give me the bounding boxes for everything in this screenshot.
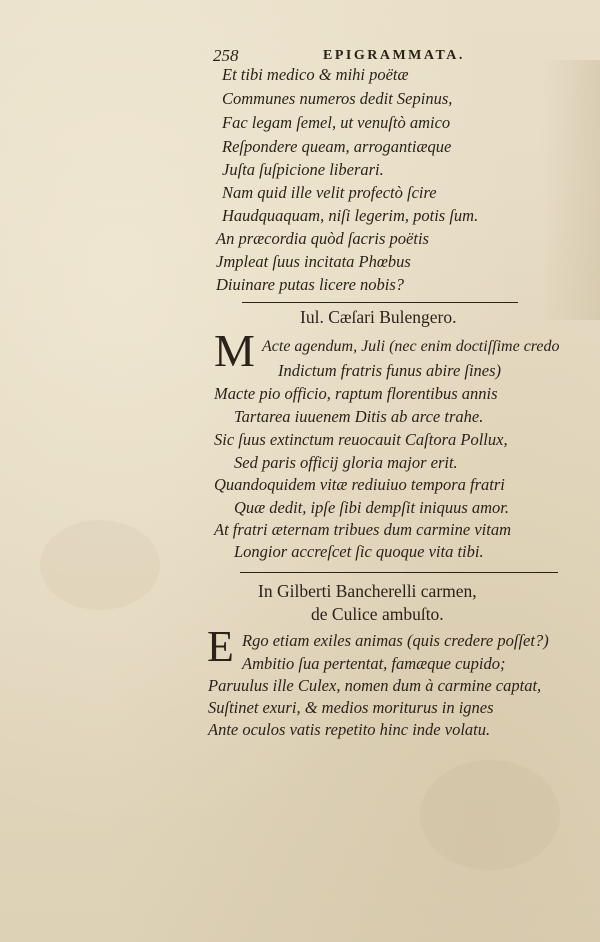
verse-line: Et tibi medico & mihi poëtæ — [222, 65, 409, 84]
verse-line: At fratri æternam tribues dum carmine vitam — [214, 520, 511, 539]
paper-stain — [420, 760, 560, 870]
drop-cap: E — [207, 622, 234, 671]
verse-line: Sed paris officij gloria major erit. — [234, 453, 458, 472]
verse-line: Indictum fratris funus abire ſines) — [278, 361, 502, 380]
section-divider — [240, 572, 558, 573]
show-through-shadow — [540, 60, 600, 320]
verse-line: An præcordia quòd ſacris poëtis — [216, 229, 429, 248]
running-head: EPIGRAMMATA. — [323, 48, 465, 63]
verse-line: Paruulus ille Culex, nomen dum à carmine captat, — [208, 676, 542, 695]
verse-line: Jmpleat ſuus incitata Phœbus — [216, 252, 411, 271]
poem-title: Iul. Cæſari Bulengero. — [300, 307, 457, 327]
poem-title: In Gilberti Bancherelli carmen, — [258, 581, 477, 601]
page-number: 258 — [213, 46, 239, 65]
verse-line: Communes numeros dedit Sepinus, — [222, 89, 453, 108]
verse-line: Suſtinet exuri, & medios moriturus in ignes — [208, 698, 494, 717]
verse-line: Rgo etiam exiles animas (quis credere poſſet?) — [242, 631, 549, 650]
paper-stain — [40, 520, 160, 610]
poem-title: de Culice ambuſto. — [311, 604, 444, 624]
verse-line: Longior accreſcet ſic quoque vita tibi. — [234, 542, 484, 561]
verse-line: Tartarea iuuenem Ditis ab arce trahe. — [234, 407, 484, 426]
verse-line: Ambitio ſua pertentat, famæque cupido; — [242, 654, 506, 673]
verse-line: Ante oculos vatis repetito hinc inde volatu. — [208, 720, 491, 739]
verse-line: Quandoquidem vitæ rediuiuo tempora fratri — [214, 475, 505, 494]
verse-line: Quæ dedit, ipſe ſibi dempſit iniquus amor. — [234, 498, 509, 517]
verse-line: Nam quid ille velit profectò ſcire — [222, 183, 437, 202]
drop-cap: M — [214, 325, 255, 376]
verse-line: Diuinare putas licere nobis? — [216, 275, 405, 294]
verse-line: Haudquaquam, niſi legerim, potis ſum. — [222, 206, 479, 225]
verse-line: Fac legam ſemel, ut venuſtò amico — [222, 113, 451, 132]
section-divider — [242, 302, 518, 303]
verse-line: Reſpondere queam, arrogantiæque — [222, 137, 452, 156]
verse-line: Acte agendum, Juli (nec enim doctiſſime credo — [262, 338, 560, 355]
verse-line: Sic ſuus extinctum reuocauit Caſtora Pollux, — [214, 430, 508, 449]
verse-line: Juſta ſuſpicione liberari. — [222, 160, 384, 179]
verse-line: Macte pio officio, raptum florentibus annis — [214, 384, 498, 403]
